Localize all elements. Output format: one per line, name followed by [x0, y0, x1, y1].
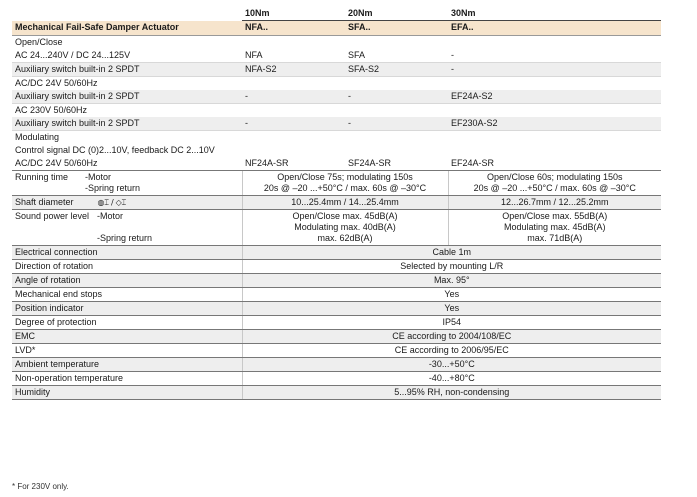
- footnote: * For 230V only.: [12, 482, 69, 491]
- model-cell: EF24A-S2: [448, 90, 661, 104]
- model-row: [12, 36, 661, 50]
- model-cell: -: [242, 117, 345, 131]
- shaft-shape-icon: ◍⌶ / ◇⌶: [97, 198, 126, 207]
- supply-label: AC 230V 50/60Hz: [15, 105, 88, 115]
- supply-label: AC 24...240V / DC 24...125V: [12, 49, 242, 63]
- header-30nm: 30Nm: [448, 6, 661, 21]
- spec-label: LVD*: [12, 344, 242, 358]
- model-cell: SF24A-SR: [345, 157, 448, 171]
- spec-row: [12, 330, 661, 344]
- spec-label: Non-operation temperature: [12, 372, 242, 386]
- spec-row: [12, 302, 661, 316]
- spec-value: Selected by mounting L/R: [242, 260, 661, 274]
- model-row: [12, 157, 661, 171]
- sound-b: Open/Close max. 55dB(A) Modulating max. 45dB(A) max. 71dB(A): [448, 210, 661, 246]
- series-efa: EFA..: [448, 21, 661, 36]
- running-time-a: Open/Close 75s; modulating 150s 20s @ –20 ...+50°C / max. 60s @ –30°C: [242, 171, 448, 196]
- spec-row: [12, 260, 661, 274]
- spec-row: [12, 274, 661, 288]
- spec-value: -30...+50°C: [242, 358, 661, 372]
- aux-label: Auxiliary switch built-in 2 SPDT: [12, 63, 242, 77]
- model-cell: NFA: [242, 49, 345, 63]
- spec-value: Max. 95°: [242, 274, 661, 288]
- model-row: [12, 63, 661, 77]
- model-row: [12, 90, 661, 104]
- model-cell: EF24A-SR: [448, 157, 661, 171]
- model-cell: SFA: [345, 49, 448, 63]
- shaft-row: [12, 196, 661, 210]
- model-row: [12, 104, 661, 118]
- model-row: [12, 144, 661, 157]
- shaft-a: 10...25.4mm / 14...25.4mm: [242, 196, 448, 210]
- spec-value: Yes: [242, 302, 661, 316]
- control-signal-label: Control signal DC (0)2...10V, feedback DC 2...10V: [15, 145, 215, 155]
- title-row: [12, 21, 661, 36]
- model-cell: NF24A-SR: [242, 157, 345, 171]
- spec-label: Electrical connection: [12, 246, 242, 260]
- supply-label: AC/DC 24V 50/60Hz: [15, 78, 98, 88]
- torque-header-row: [12, 6, 661, 21]
- spec-label: Humidity: [12, 386, 242, 400]
- spec-row: [12, 386, 661, 400]
- spec-label: Ambient temperature: [12, 358, 242, 372]
- supply-label: AC/DC 24V 50/60Hz: [12, 157, 242, 171]
- model-cell: EF230A-S2: [448, 117, 661, 131]
- sound-label: Sound power level -Motor -Spring return: [12, 210, 242, 246]
- model-row: [12, 131, 661, 145]
- shaft-b: 12...26.7mm / 12...25.2mm: [448, 196, 661, 210]
- model-cell: -: [448, 49, 661, 63]
- spec-value: CE according to 2004/108/EC: [242, 330, 661, 344]
- table-title: Mechanical Fail-Safe Damper Actuator: [12, 21, 242, 36]
- model-cell: -: [242, 90, 345, 104]
- spec-row: [12, 246, 661, 260]
- aux-label: Auxiliary switch built-in 2 SPDT: [12, 90, 242, 104]
- series-sfa: SFA..: [345, 21, 448, 36]
- spec-value: Cable 1m: [242, 246, 661, 260]
- model-row: [12, 117, 661, 131]
- spec-label: Direction of rotation: [12, 260, 242, 274]
- spec-value: 5...95% RH, non-condensing: [242, 386, 661, 400]
- spec-value: Yes: [242, 288, 661, 302]
- running-time-b: Open/Close 60s; modulating 150s 20s @ –20 ...+50°C / max. 60s @ –30°C: [448, 171, 661, 196]
- spec-table: [12, 6, 661, 400]
- spec-rows: [12, 246, 661, 400]
- sound-row: [12, 210, 661, 246]
- spec-row: [12, 288, 661, 302]
- spec-row: [12, 358, 661, 372]
- series-nfa: NFA..: [242, 21, 345, 36]
- spec-row: [12, 372, 661, 386]
- running-time-row: [12, 171, 661, 196]
- model-row: [12, 49, 661, 63]
- spec-row: [12, 344, 661, 358]
- model-cell: -: [448, 63, 661, 77]
- modulating-label: Modulating: [15, 132, 60, 142]
- sound-a: Open/Close max. 45dB(A) Modulating max. 40dB(A) max. 62dB(A): [242, 210, 448, 246]
- spec-label: Mechanical end stops: [12, 288, 242, 302]
- model-cell: -: [345, 117, 448, 131]
- spec-row: [12, 316, 661, 330]
- model-cell: SFA-S2: [345, 63, 448, 77]
- model-row: [12, 77, 661, 91]
- spec-value: IP54: [242, 316, 661, 330]
- header-20nm: 20Nm: [345, 6, 448, 21]
- spec-value: CE according to 2006/95/EC: [242, 344, 661, 358]
- spec-value: -40...+80°C: [242, 372, 661, 386]
- open-close-label: Open/Close: [15, 37, 63, 47]
- spec-label: Angle of rotation: [12, 274, 242, 288]
- spec-label: Position indicator: [12, 302, 242, 316]
- shaft-label: Shaft diameter ◍⌶ / ◇⌶: [12, 196, 242, 210]
- spec-label: EMC: [12, 330, 242, 344]
- aux-label: Auxiliary switch built-in 2 SPDT: [12, 117, 242, 131]
- header-10nm: 10Nm: [242, 6, 345, 21]
- model-cell: NFA-S2: [242, 63, 345, 77]
- running-time-label: Running time -Motor -Spring return: [12, 171, 242, 196]
- spec-label: Degree of protection: [12, 316, 242, 330]
- model-cell: -: [345, 90, 448, 104]
